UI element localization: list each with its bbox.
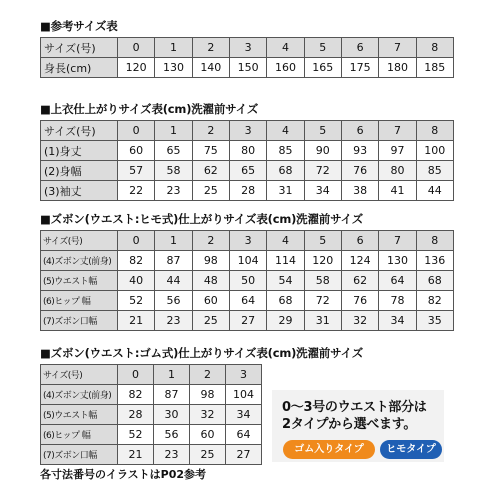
table-cell: 72 [304, 161, 341, 181]
table-cell: 41 [379, 181, 416, 201]
table-cell: 136 [416, 251, 453, 271]
table-cell: 90 [304, 141, 341, 161]
table-cell: 23 [155, 181, 192, 201]
table-cell: 75 [192, 141, 229, 161]
table-cell: 27 [229, 311, 266, 331]
size-header-cell: 1 [154, 365, 190, 385]
table-cell: 32 [190, 405, 226, 425]
size-header-cell: 8 [416, 38, 453, 58]
table-cell: 100 [416, 141, 453, 161]
table-cell: 180 [379, 58, 416, 78]
size-header-cell: 2 [190, 365, 226, 385]
table-cell: 57 [118, 161, 155, 181]
size-header-cell: 3 [229, 38, 266, 58]
row-label: (4)ズボン丈(前身) [41, 251, 118, 271]
table-cell: 87 [154, 385, 190, 405]
table-cell: 31 [267, 181, 304, 201]
table1-title: ■参考サイズ表 [40, 19, 118, 33]
table-cell: 82 [118, 385, 154, 405]
table-row [41, 181, 454, 201]
row-label: (3)袖丈 [41, 181, 118, 201]
string-type-badge: ヒモタイプ [380, 440, 442, 459]
table-row [41, 385, 262, 405]
table-cell: 48 [192, 271, 229, 291]
table-cell: 98 [190, 385, 226, 405]
table-cell: 64 [226, 425, 262, 445]
reference-size-table [40, 37, 454, 78]
rubber-type-badge: ゴム入りタイプ [283, 440, 375, 459]
table-cell: 23 [154, 445, 190, 465]
size-header-cell: 0 [118, 38, 155, 58]
table-cell: 120 [304, 251, 341, 271]
table-cell: 44 [155, 271, 192, 291]
table-cell: 82 [118, 251, 155, 271]
table-row [41, 445, 262, 465]
size-header-cell: 5 [304, 38, 341, 58]
size-header-cell: 1 [155, 38, 192, 58]
table-cell: 60 [190, 425, 226, 445]
table-row [41, 311, 454, 331]
table-cell: 80 [379, 161, 416, 181]
table-cell: 80 [229, 141, 266, 161]
table-cell: 52 [118, 291, 155, 311]
table-cell: 65 [155, 141, 192, 161]
table-cell: 114 [267, 251, 304, 271]
table-cell: 62 [341, 271, 378, 291]
table-cell: 34 [304, 181, 341, 201]
table-cell: 62 [192, 161, 229, 181]
table-cell: 60 [118, 141, 155, 161]
table-cell: 104 [226, 385, 262, 405]
row-label: (7)ズボン口幅 [41, 311, 118, 331]
table-cell: 27 [226, 445, 262, 465]
note-line2: 2タイプから選べます。 [282, 417, 417, 432]
size-header-cell: 2 [192, 38, 229, 58]
table-row [41, 161, 454, 181]
table-cell: 97 [379, 141, 416, 161]
table-cell: 76 [341, 161, 378, 181]
size-header-cell: 0 [118, 121, 155, 141]
size-header-cell: 6 [341, 38, 378, 58]
size-header-label: サイズ(号) [41, 365, 118, 385]
table-row [41, 425, 262, 445]
table-cell: 30 [154, 405, 190, 425]
table-header-row [41, 38, 454, 58]
size-header-label: サイズ(号) [41, 231, 118, 251]
size-header-cell: 4 [267, 38, 304, 58]
table-cell: 98 [192, 251, 229, 271]
table-cell: 120 [118, 58, 155, 78]
table-cell: 21 [118, 445, 154, 465]
size-header-cell: 3 [229, 231, 266, 251]
table-row [41, 58, 454, 78]
table-cell: 78 [379, 291, 416, 311]
size-header-cell: 7 [379, 38, 416, 58]
size-header-cell: 1 [155, 121, 192, 141]
table-cell: 93 [341, 141, 378, 161]
table-cell: 65 [229, 161, 266, 181]
size-header-cell: 2 [192, 121, 229, 141]
table-cell: 68 [267, 161, 304, 181]
table-cell: 165 [304, 58, 341, 78]
row-label: (5)ウエスト幅 [41, 405, 118, 425]
table-cell: 40 [118, 271, 155, 291]
table-cell: 175 [341, 58, 378, 78]
table-cell: 25 [192, 181, 229, 201]
table-cell: 58 [304, 271, 341, 291]
table-cell: 82 [416, 291, 453, 311]
table-cell: 160 [267, 58, 304, 78]
table-header-row [41, 121, 454, 141]
top-size-table [40, 120, 454, 201]
table-cell: 56 [154, 425, 190, 445]
table-cell: 56 [155, 291, 192, 311]
size-header-cell: 4 [267, 231, 304, 251]
table-row [41, 291, 454, 311]
table-cell: 85 [267, 141, 304, 161]
size-header-cell: 1 [155, 231, 192, 251]
table-cell: 44 [416, 181, 453, 201]
table-cell: 25 [192, 311, 229, 331]
table-cell: 76 [341, 291, 378, 311]
size-header-cell: 5 [304, 231, 341, 251]
row-label: (5)ウエスト幅 [41, 271, 118, 291]
size-header-cell: 4 [267, 121, 304, 141]
table-cell: 29 [267, 311, 304, 331]
size-header-cell: 0 [118, 365, 154, 385]
row-label: 身長(cm) [41, 58, 118, 78]
table-cell: 25 [190, 445, 226, 465]
table-cell: 150 [229, 58, 266, 78]
row-label: (2)身幅 [41, 161, 118, 181]
row-label: (1)身丈 [41, 141, 118, 161]
size-header-cell: 7 [379, 121, 416, 141]
size-header-cell: 3 [229, 121, 266, 141]
table-cell: 124 [341, 251, 378, 271]
table-cell: 52 [118, 425, 154, 445]
size-header-cell: 8 [416, 231, 453, 251]
size-header-cell: 8 [416, 121, 453, 141]
table-cell: 32 [341, 311, 378, 331]
table-cell: 185 [416, 58, 453, 78]
size-header-label: サイズ(号) [41, 38, 118, 58]
table-cell: 34 [226, 405, 262, 425]
size-header-cell: 6 [341, 121, 378, 141]
table-cell: 68 [267, 291, 304, 311]
table2-title: ■上衣仕上がりサイズ表(cm)洗濯前サイズ [40, 102, 259, 116]
pants-rubber-size-table [40, 364, 262, 465]
table-cell: 22 [118, 181, 155, 201]
size-header-cell: 5 [304, 121, 341, 141]
table-row [41, 251, 454, 271]
table-cell: 58 [155, 161, 192, 181]
note-line1: 0〜3号のウエスト部分は [282, 400, 427, 415]
table-cell: 85 [416, 161, 453, 181]
table-cell: 28 [118, 405, 154, 425]
table-cell: 68 [416, 271, 453, 291]
size-header-cell: 3 [226, 365, 262, 385]
pants-string-size-table [40, 230, 454, 331]
footer-note: 各寸法番号のイラストはP02参考 [40, 468, 207, 481]
size-header-cell: 6 [341, 231, 378, 251]
row-label: (7)ズボン口幅 [41, 445, 118, 465]
table-cell: 38 [341, 181, 378, 201]
table-cell: 60 [192, 291, 229, 311]
size-header-cell: 7 [379, 231, 416, 251]
table-cell: 50 [229, 271, 266, 291]
table-cell: 35 [416, 311, 453, 331]
table-header-row [41, 231, 454, 251]
table-cell: 31 [304, 311, 341, 331]
size-header-label: サイズ(号) [41, 121, 118, 141]
table-row [41, 141, 454, 161]
table-cell: 54 [267, 271, 304, 291]
row-label: (6)ヒップ 幅 [41, 425, 118, 445]
size-header-cell: 0 [118, 231, 155, 251]
table-cell: 21 [118, 311, 155, 331]
table-row [41, 405, 262, 425]
table-cell: 34 [379, 311, 416, 331]
table-cell: 64 [229, 291, 266, 311]
table-cell: 72 [304, 291, 341, 311]
size-header-cell: 2 [192, 231, 229, 251]
row-label: (4)ズボン丈(前身) [41, 385, 118, 405]
table3-title: ■ズボン(ウエスト:ヒモ式)仕上がりサイズ表(cm)洗濯前サイズ [40, 212, 364, 226]
table-cell: 140 [192, 58, 229, 78]
table-cell: 104 [229, 251, 266, 271]
table-cell: 130 [155, 58, 192, 78]
row-label: (6)ヒップ 幅 [41, 291, 118, 311]
table4-title: ■ズボン(ウエスト:ゴム式)仕上がりサイズ表(cm)洗濯前サイズ [40, 346, 364, 360]
waist-type-note [282, 399, 442, 433]
table-row [41, 271, 454, 291]
table-cell: 64 [379, 271, 416, 291]
table-cell: 130 [379, 251, 416, 271]
table-cell: 87 [155, 251, 192, 271]
table-cell: 23 [155, 311, 192, 331]
table-header-row [41, 365, 262, 385]
table-cell: 28 [229, 181, 266, 201]
